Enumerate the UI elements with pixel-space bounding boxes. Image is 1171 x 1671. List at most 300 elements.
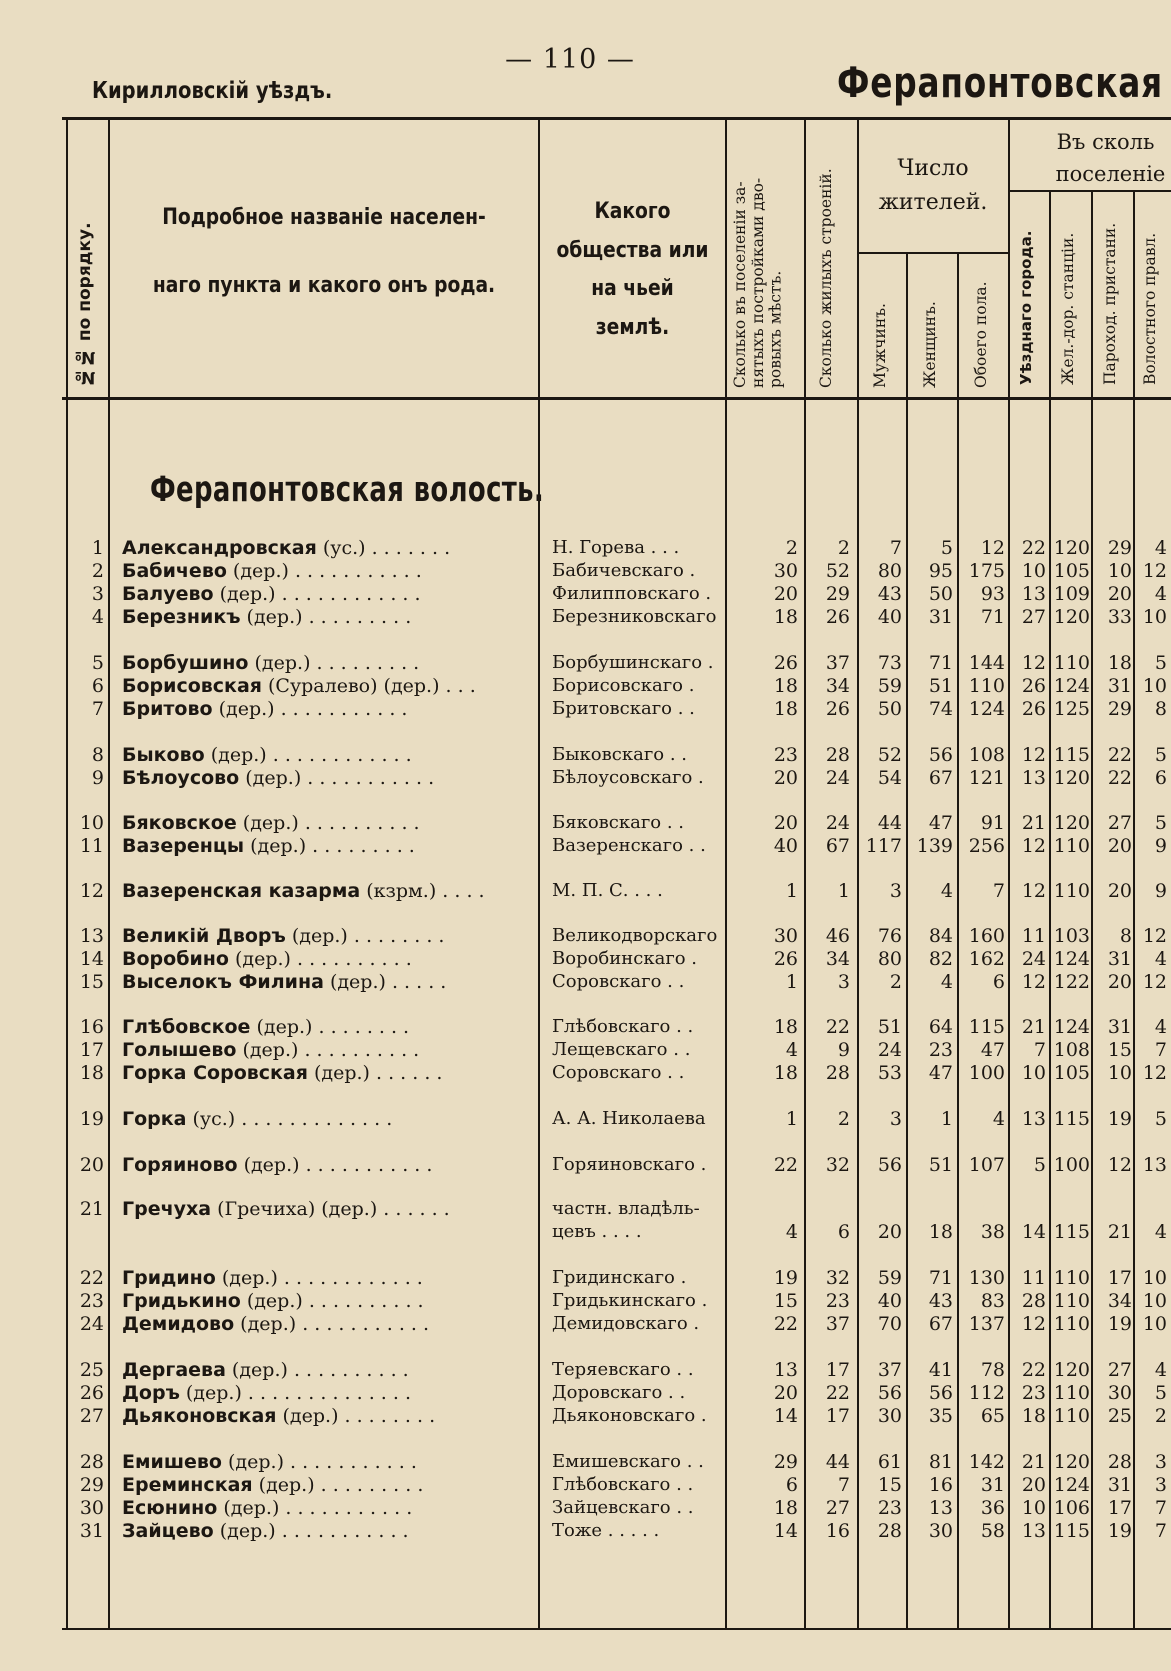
men-cell: 54 [877, 767, 902, 789]
header-distance [1010, 127, 1171, 190]
both-sexes-cell: 31 [980, 1474, 1005, 1496]
buildings-cell: 32 [825, 1154, 850, 1176]
occupied-places-cell: 14 [773, 1405, 798, 1427]
dist-board-cell: 12 [1142, 560, 1167, 582]
table-row [0, 1451, 1171, 1473]
dist-pier-cell: 31 [1107, 675, 1132, 697]
settlement-type: (дер.) [236, 812, 299, 834]
settlement-type: (дер.) [225, 1359, 288, 1381]
settlement-name-cell [122, 698, 527, 720]
men-cell: 3 [889, 880, 902, 902]
occupied-places-cell: 20 [773, 583, 798, 605]
settlement-type: (дер.) [217, 1497, 280, 1519]
page-number: — 110 — [505, 44, 635, 75]
both-sexes-cell: 130 [968, 1267, 1005, 1289]
men-cell: 30 [877, 1405, 902, 1427]
table-row [0, 1198, 1171, 1243]
occupied-places-cell: 26 [773, 948, 798, 970]
leader-dots: . . . . . . . . . . [298, 812, 420, 834]
table-row [0, 835, 1171, 857]
leader-dots: . . . . . . . . . . . [283, 1451, 417, 1473]
dist-pier-cell: 19 [1107, 1313, 1132, 1335]
settlement-name: Бабичево [122, 560, 227, 582]
row-number: 9 [91, 767, 104, 789]
dist-board-cell: 8 [1154, 698, 1167, 720]
society-cell: Демидовскаго . [552, 1313, 700, 1334]
leader-dots: . . . . . . . . . . . [299, 1154, 433, 1176]
men-cell: 70 [877, 1313, 902, 1335]
women-cell: 30 [928, 1520, 953, 1542]
dist-town-cell: 23 [1021, 1382, 1046, 1404]
dist-board-cell: 7 [1154, 1039, 1167, 1061]
settlement-type: (дер.) [244, 835, 307, 857]
dist-rail-cell: 120 [1053, 537, 1090, 559]
buildings-cell: 23 [825, 1290, 850, 1312]
settlement-name-cell [122, 1198, 527, 1220]
settlement-name: Выселокъ Филина [122, 971, 324, 993]
header-inhabitants-line2: жителей. [878, 190, 988, 216]
dist-town-cell: 20 [1021, 1474, 1046, 1496]
header-town: Уѣзднаго города. [1017, 230, 1035, 385]
row-number: 30 [79, 1497, 104, 1519]
society-cell: М. П. С. . . . [552, 880, 663, 901]
dist-pier-cell: 20 [1107, 583, 1132, 605]
settlement-type: (дер.) [204, 744, 267, 766]
dist-pier-cell: 25 [1107, 1405, 1132, 1427]
women-cell: 51 [928, 675, 953, 697]
dist-board-cell: 6 [1154, 767, 1167, 789]
leader-dots: . . . . . [385, 971, 447, 993]
settlement-name-cell [122, 583, 527, 605]
table-row [0, 744, 1171, 766]
row-number: 27 [79, 1405, 104, 1427]
table-row [0, 1405, 1171, 1427]
occupied-places-cell: 18 [773, 675, 798, 697]
settlement-name-cell [122, 1359, 527, 1381]
dist-rail-cell: 124 [1053, 1474, 1090, 1496]
dist-rail-cell: 115 [1053, 1520, 1090, 1542]
society-cell: Бабичевскаго . [552, 560, 696, 581]
row-number: 18 [79, 1062, 104, 1084]
both-sexes-cell: 112 [968, 1382, 1005, 1404]
settlement-type: (дер.) [213, 583, 276, 605]
settlement-type: (дер.) [236, 1039, 299, 1061]
buildings-cell: 67 [825, 835, 850, 857]
settlement-name-cell [122, 1382, 527, 1404]
header-inner-rule-2 [1008, 190, 1171, 192]
settlement-name: Емишево [122, 1451, 222, 1473]
settlement-name-cell [122, 1497, 527, 1519]
settlement-name-cell [122, 1290, 527, 1312]
row-number: 3 [91, 583, 104, 605]
dist-town-cell: 10 [1021, 1062, 1046, 1084]
uezd-heading: Кирилловскій уѣздъ. [92, 78, 333, 104]
leader-dots: . . . . . . . . . . . . . [235, 1108, 393, 1130]
dist-board-cell: 7 [1154, 1520, 1167, 1542]
settlement-type: (дер.) [234, 1313, 297, 1335]
leader-dots: . . . . . . . . . . . [288, 560, 422, 582]
men-cell: 20 [877, 1221, 902, 1243]
settlement-type: (дер.) [179, 1382, 242, 1404]
dist-board-cell: 5 [1154, 812, 1167, 834]
dist-board-cell: 12 [1142, 971, 1167, 993]
men-cell: 56 [877, 1382, 902, 1404]
buildings-cell: 7 [837, 1474, 850, 1496]
table-row [0, 583, 1171, 605]
dist-rail-cell: 110 [1053, 652, 1090, 674]
women-cell: 47 [928, 1062, 953, 1084]
dist-pier-cell: 17 [1107, 1497, 1132, 1519]
society-cell: Филипповскаго . [552, 583, 712, 604]
table-row [0, 1497, 1171, 1519]
women-cell: 4 [940, 880, 953, 902]
men-cell: 40 [877, 606, 902, 628]
dist-board-cell: 4 [1154, 537, 1167, 559]
row-number: 1 [91, 537, 104, 559]
settlement-name-cell [122, 606, 527, 628]
header-distance-line1: Въ сколь [1056, 130, 1155, 154]
men-cell: 44 [877, 812, 902, 834]
settlement-name-cell [122, 925, 527, 947]
settlement-name-cell [122, 767, 527, 789]
row-number: 21 [79, 1198, 104, 1220]
row-number: 26 [79, 1382, 104, 1404]
occupied-places-cell: 1 [785, 971, 798, 993]
settlement-name: Гридино [122, 1267, 216, 1289]
society-cell: Бяковскаго . . [552, 812, 685, 833]
dist-town-cell: 18 [1021, 1405, 1046, 1427]
settlement-name: Горка [122, 1108, 187, 1130]
leader-dots: . . . . . . . . . [310, 652, 420, 674]
women-cell: 67 [928, 767, 953, 789]
women-cell: 16 [928, 1474, 953, 1496]
table-row [0, 767, 1171, 789]
table-row [0, 971, 1171, 993]
dist-pier-cell: 30 [1107, 1382, 1132, 1404]
both-sexes-cell: 137 [968, 1313, 1005, 1335]
settlement-name: Александровская [122, 537, 317, 559]
row-number: 23 [79, 1290, 104, 1312]
dist-town-cell: 28 [1021, 1290, 1046, 1312]
settlement-name: Балуево [122, 583, 214, 605]
society-cell: Зайцевскаго . . [552, 1497, 694, 1518]
settlement-name-cell [122, 675, 527, 697]
settlement-type: (дер.) [228, 948, 291, 970]
settlement-name-cell [122, 880, 527, 902]
occupied-places-cell: 20 [773, 767, 798, 789]
settlement-name-cell [122, 537, 527, 559]
dist-board-cell: 7 [1154, 1497, 1167, 1519]
buildings-cell: 9 [837, 1039, 850, 1061]
settlement-name-cell [122, 948, 527, 970]
settlement-name: Ереминская [122, 1474, 253, 1496]
occupied-places-cell: 1 [785, 880, 798, 902]
men-cell: 2 [889, 971, 902, 993]
men-cell: 50 [877, 698, 902, 720]
society-cell: Бритовскаго . . [552, 698, 695, 719]
table-row [0, 1154, 1171, 1176]
dist-town-cell: 14 [1021, 1221, 1046, 1243]
header-occupied [732, 126, 785, 388]
table-row [0, 606, 1171, 628]
both-sexes-cell: 107 [968, 1154, 1005, 1176]
women-cell: 71 [928, 652, 953, 674]
dist-rail-cell: 122 [1053, 971, 1090, 993]
settlement-name-cell [122, 812, 527, 834]
header-society-line1: Какого [594, 199, 671, 224]
occupied-places-cell: 14 [773, 1520, 798, 1542]
header-occupied-line2: нятыхъ постройками дво- [748, 177, 767, 388]
society-cell: Гридинскаго . [552, 1267, 687, 1288]
society-cell: Воробинскаго . [552, 948, 698, 969]
women-cell: 139 [916, 835, 953, 857]
header-women: Женщинъ. [921, 301, 939, 388]
buildings-cell: 29 [825, 583, 850, 605]
header-bottom-rule [62, 397, 1171, 400]
occupied-places-cell: 15 [773, 1290, 798, 1312]
dist-pier-cell: 10 [1107, 560, 1132, 582]
dist-board-cell: 10 [1142, 1313, 1167, 1335]
row-number: 15 [79, 971, 104, 993]
settlement-type: (дер.) [226, 560, 289, 582]
occupied-places-cell: 4 [785, 1039, 798, 1061]
leader-dots: . . . . . . . . . . . . [275, 583, 421, 605]
dist-board-cell: 12 [1142, 1062, 1167, 1084]
occupied-places-cell: 26 [773, 652, 798, 674]
header-inhabitants-line1: Число [897, 156, 969, 181]
occupied-places-cell: 20 [773, 812, 798, 834]
occupied-places-cell: 2 [785, 537, 798, 559]
men-cell: 28 [877, 1520, 902, 1542]
settlement-name-cell [122, 1451, 527, 1473]
dist-pier-cell: 19 [1107, 1520, 1132, 1542]
settlement-name: Голышево [122, 1039, 237, 1061]
both-sexes-cell: 144 [968, 652, 1005, 674]
header-distance-line2: поселеніе [1055, 161, 1166, 186]
settlement-name: Быково [122, 744, 205, 766]
dist-rail-cell: 120 [1053, 812, 1090, 834]
dist-pier-cell: 12 [1107, 1154, 1132, 1176]
row-number: 20 [79, 1154, 104, 1176]
settlement-name: Гречуха [122, 1198, 212, 1220]
dist-town-cell: 12 [1021, 835, 1046, 857]
society-cell: Теряевскаго . . [552, 1359, 694, 1380]
row-number: 6 [91, 675, 104, 697]
both-sexes-cell: 38 [980, 1221, 1005, 1243]
men-cell: 59 [877, 1267, 902, 1289]
table-row [0, 652, 1171, 674]
men-cell: 7 [889, 537, 902, 559]
dist-board-cell: 3 [1154, 1451, 1167, 1473]
occupied-places-cell: 1 [785, 1108, 798, 1130]
occupied-places-cell: 18 [773, 606, 798, 628]
leader-dots: . . . [439, 675, 476, 697]
settlement-type: (дер.) [215, 1267, 278, 1289]
women-cell: 4 [940, 971, 953, 993]
both-sexes-cell: 65 [980, 1405, 1005, 1427]
dist-rail-cell: 115 [1053, 1108, 1090, 1130]
both-sexes-cell: 6 [992, 971, 1005, 993]
table-row [0, 1359, 1171, 1381]
women-cell: 18 [928, 1221, 953, 1243]
dist-rail-cell: 115 [1053, 1221, 1090, 1243]
dist-pier-cell: 22 [1107, 744, 1132, 766]
dist-pier-cell: 29 [1107, 698, 1132, 720]
dist-rail-cell: 124 [1053, 675, 1090, 697]
header-name-line1: Подробное названіе населен- [162, 205, 486, 230]
women-cell: 31 [928, 606, 953, 628]
top-rule [62, 117, 1171, 120]
both-sexes-cell: 100 [968, 1062, 1005, 1084]
table-row [0, 1520, 1171, 1542]
dist-rail-cell: 103 [1053, 925, 1090, 947]
settlement-name-cell [122, 1039, 527, 1061]
dist-rail-cell: 110 [1053, 1313, 1090, 1335]
settlement-name: Демидово [122, 1313, 235, 1335]
buildings-cell: 37 [825, 652, 850, 674]
occupied-places-cell: 22 [773, 1154, 798, 1176]
header-both: Обоего пола. [972, 281, 990, 388]
settlement-type: (дер.) [323, 971, 386, 993]
buildings-cell: 24 [825, 767, 850, 789]
dist-pier-cell: 27 [1107, 1359, 1132, 1381]
row-number: 29 [79, 1474, 104, 1496]
society-cell: Бѣлоусовскаго . [552, 767, 704, 788]
settlement-name-cell [122, 652, 527, 674]
dist-rail-cell: 120 [1053, 767, 1090, 789]
settlement-name: Дергаева [122, 1359, 226, 1381]
men-cell: 61 [877, 1451, 902, 1473]
society-cell: Лещевскаго . . [552, 1039, 691, 1060]
buildings-cell: 24 [825, 812, 850, 834]
buildings-cell: 28 [825, 744, 850, 766]
settlement-name: Горка Соровская [122, 1062, 308, 1084]
settlement-name-cell [122, 1016, 527, 1038]
leader-dots: . . . . . . . . . [306, 835, 415, 857]
leader-dots: . . . . . . . . . . [298, 1039, 420, 1061]
settlement-type: (дер.) [237, 1154, 300, 1176]
row-number: 4 [91, 606, 104, 628]
leader-dots: . . . . . . [377, 1198, 450, 1220]
row-number: 24 [79, 1313, 104, 1335]
row-number: 7 [91, 698, 104, 720]
buildings-cell: 34 [825, 948, 850, 970]
dist-board-cell: 4 [1154, 1221, 1167, 1243]
table-row [0, 812, 1171, 834]
both-sexes-cell: 175 [968, 560, 1005, 582]
dist-town-cell: 21 [1021, 1451, 1046, 1473]
men-cell: 37 [877, 1359, 902, 1381]
society-cell: Борбушинскаго . [552, 652, 714, 673]
dist-board-cell: 5 [1154, 744, 1167, 766]
men-cell: 23 [877, 1497, 902, 1519]
men-cell: 24 [877, 1039, 902, 1061]
women-cell: 1 [940, 1108, 953, 1130]
both-sexes-cell: 160 [968, 925, 1005, 947]
society-cell: Дьяконовскаго . [552, 1405, 707, 1426]
settlement-type: (дер.) [213, 1520, 276, 1542]
dist-town-cell: 13 [1021, 1108, 1046, 1130]
settlement-type: (ус.) [186, 1108, 236, 1130]
dist-rail-cell: 120 [1053, 1451, 1090, 1473]
settlement-name: Воробино [122, 948, 229, 970]
header-men: Мужчинъ. [871, 303, 889, 388]
dist-pier-cell: 31 [1107, 948, 1132, 970]
leader-dots: . . . . . . . . . . . . . . [241, 1382, 411, 1404]
settlement-type: (кзрм.) [360, 880, 437, 902]
both-sexes-cell: 256 [968, 835, 1005, 857]
men-cell: 3 [889, 1108, 902, 1130]
women-cell: 43 [928, 1290, 953, 1312]
buildings-cell: 2 [837, 537, 850, 559]
dist-rail-cell: 110 [1053, 880, 1090, 902]
settlement-name: Бритово [122, 698, 213, 720]
both-sexes-cell: 78 [980, 1359, 1005, 1381]
header-society [554, 193, 711, 347]
table-row [0, 1290, 1171, 1312]
header-occupied-line3: ровыхъ мѣстъ. [766, 270, 785, 388]
dist-pier-cell: 21 [1107, 1221, 1132, 1243]
settlement-name-cell [122, 1154, 527, 1176]
table-row [0, 1382, 1171, 1404]
settlement-name-cell [122, 1474, 527, 1496]
header-pier: Пароход. пристани. [1101, 222, 1119, 385]
occupied-places-cell: 18 [773, 1062, 798, 1084]
dist-rail-cell: 106 [1053, 1497, 1090, 1519]
society-cell: Вазеренскаго . . [552, 835, 706, 856]
society-cell: частн. владѣль- [552, 1198, 700, 1219]
dist-pier-cell: 31 [1107, 1016, 1132, 1038]
occupied-places-cell: 4 [785, 1221, 798, 1243]
men-cell: 52 [877, 744, 902, 766]
header-buildings: Сколько жилыхъ строеній. [817, 168, 835, 388]
leader-dots: . . . . . . . . . . [287, 1359, 409, 1381]
both-sexes-cell: 36 [980, 1497, 1005, 1519]
men-cell: 80 [877, 560, 902, 582]
settlement-type: (дер.) [240, 606, 303, 628]
settlement-name-cell [122, 835, 527, 857]
table-row [0, 880, 1171, 902]
settlement-type: (ус.) [316, 537, 366, 559]
dist-rail-cell: 109 [1053, 583, 1090, 605]
society-cell: Быковскаго . . [552, 744, 687, 765]
dist-town-cell: 24 [1021, 948, 1046, 970]
dist-rail-cell: 105 [1053, 560, 1090, 582]
row-number: 16 [79, 1016, 104, 1038]
dist-pier-cell: 19 [1107, 1108, 1132, 1130]
occupied-places-cell: 30 [773, 560, 798, 582]
women-cell: 5 [940, 537, 953, 559]
table-row [0, 1016, 1171, 1038]
settlement-name: Великій Дворъ [122, 925, 286, 947]
settlement-name-cell [122, 971, 527, 993]
dist-rail-cell: 120 [1053, 1359, 1090, 1381]
both-sexes-cell: 108 [968, 744, 1005, 766]
settlement-name: Дьяконовская [122, 1405, 277, 1427]
table-row [0, 537, 1171, 559]
women-cell: 13 [928, 1497, 953, 1519]
dist-board-cell: 4 [1154, 583, 1167, 605]
settlement-name-cell [122, 560, 527, 582]
settlement-name-cell [122, 1062, 527, 1084]
settlement-name: Гридькино [122, 1290, 241, 1312]
women-cell: 71 [928, 1267, 953, 1289]
occupied-places-cell: 29 [773, 1451, 798, 1473]
dist-board-cell: 5 [1154, 1382, 1167, 1404]
occupied-places-cell: 18 [773, 698, 798, 720]
society-cell: Березниковскаго [552, 606, 717, 627]
women-cell: 35 [928, 1405, 953, 1427]
